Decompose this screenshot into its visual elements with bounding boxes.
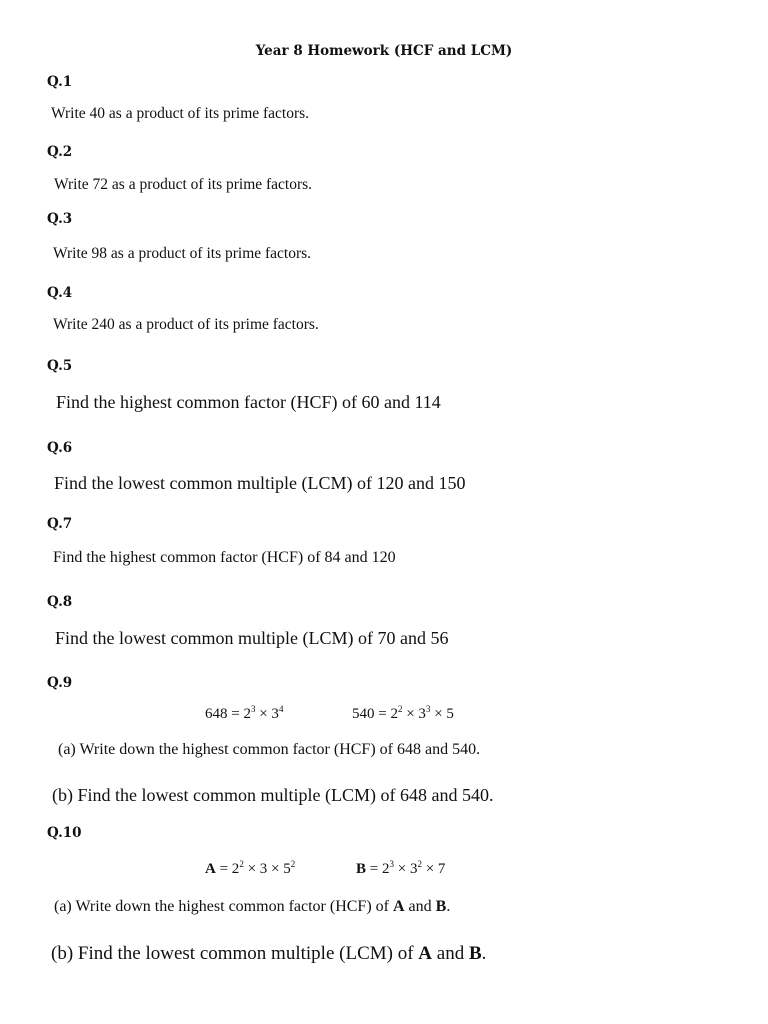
question-text-8: Find the lowest common multiple (LCM) of 70 and 56 [55,628,449,648]
question-9-part-a: (a) Write down the highest common factor (HCF) of 648 and 540. [58,741,481,758]
question-text-3: Write 98 as a product of its prime factors. [53,245,312,262]
question-label-10: Q.10 [47,825,82,841]
question-label-2: Q.2 [47,144,73,160]
question-10-part-b: (b) Find the lowest common multiple (LCM) of A and B. [51,943,487,964]
question-label-8: Q.8 [47,594,73,610]
question-10-part-a: (a) Write down the highest common factor (HCF) of A and B. [54,898,451,915]
question-text-7: Find the highest common factor (HCF) of 84 and 120 [53,549,396,566]
prime-factorisation-648: $648 = 2^3 \times 3^4$ [205,704,284,722]
question-text-1: Write 40 as a product of its prime factors. [51,105,310,122]
question-label-9: Q.9 [47,675,73,691]
question-label-6: Q.6 [47,440,73,456]
question-label-5: Q.5 [47,358,73,374]
prime-factorisation-b: $B = 2^3 \times 3^2 \times 7$ [356,859,446,877]
question-label-4: Q.4 [47,285,73,301]
question-label-3: Q.3 [47,211,73,227]
question-text-5: Find the highest common factor (HCF) of 60 and 114 [56,392,441,412]
question-9-part-b: (b) Find the lowest common multiple (LCM) of 648 and 540. [52,785,494,805]
question-text-6: Find the lowest common multiple (LCM) of 120 and 150 [54,473,466,493]
question-label-1: Q.1 [47,74,73,90]
question-text-4: Write 240 as a product of its prime factors. [53,316,319,333]
prime-factorisation-540: $540 = 2^2 \times 3^3 \times 5$ [352,704,454,722]
page-title: Year 8 Homework (HCF and LCM) [255,43,513,59]
question-text-2: Write 72 as a product of its prime factors. [54,176,313,193]
question-label-7: Q.7 [47,516,73,532]
prime-factorisation-a: $A = 2^2 \times 3 \times 5^2$ [205,859,296,877]
